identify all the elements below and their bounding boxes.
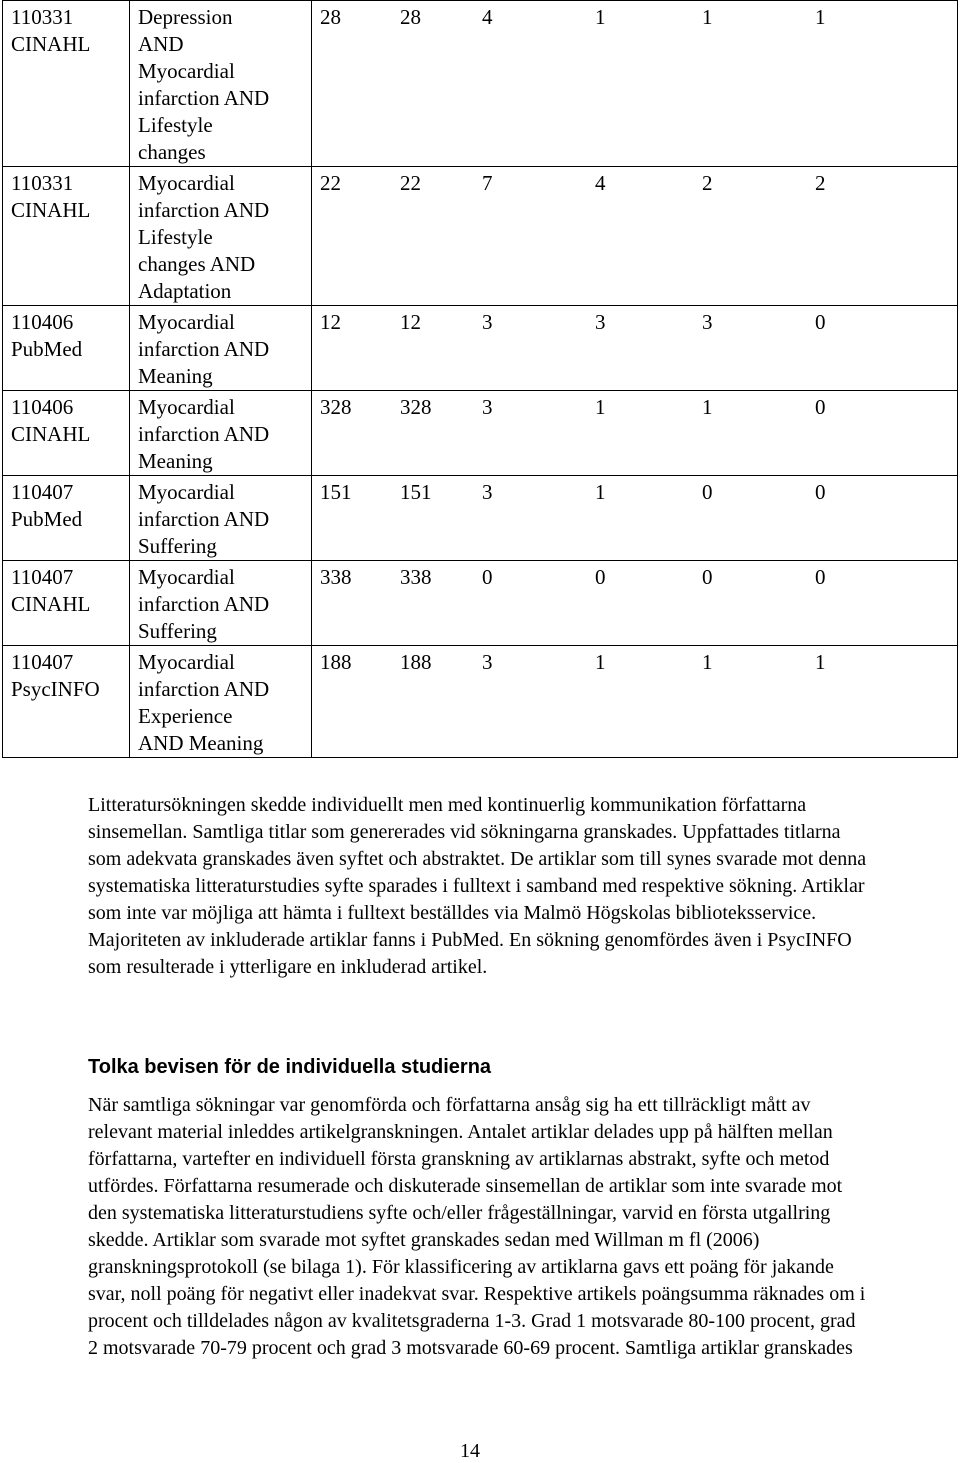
result-count: 3 [482, 650, 493, 674]
query-line: Myocardial [138, 310, 235, 334]
search-table-body [3, 1, 958, 758]
result-counts-cell [312, 561, 958, 646]
table-row [3, 646, 958, 758]
result-counts-cell [312, 306, 958, 391]
result-count: 0 [815, 395, 826, 419]
evaluation-paragraph: När samtliga sökningar var genomförda och författarna ansåg sig ha ett tillräckligt mått av relevant material inleddes artikelgranskningen. Antalet artiklar delades upp på hälften mellan författarna, vartefter en individuell första granskning av artiklarnas abstrakt, syfte och metod utfördes. Författarna resumerade och diskuterade sinsemellan de artiklar som inte svarade mot den systematiska litteraturstudiens syfte och/eller frågeställningar, varvid en första utgallring skedde. Artiklar som svarade mot syftet granskades sedan med Willman m fl (2006) granskningsprotokoll (se bilaga 1). För klassificering av artiklarna gavs ett poäng för jakande svar, noll poäng för negativt eller inadekvat svar. Respektive artikels poängsumma räknades om i procent och tilldelades någon av kvalitetsgraderna 1-3. Grad 1 motsvarade 80-100 procent, grad 2 motsvarade 70-79 procent och grad 3 motsvarade 60-69 procent. Samtliga artiklar granskades [88, 1094, 866, 1359]
query-line: infarction AND [138, 677, 270, 701]
result-count: 1 [595, 395, 606, 419]
result-count: 1 [702, 5, 713, 29]
search-date: 110406 [11, 395, 74, 419]
result-count: 1 [702, 395, 713, 419]
result-count: 12 [400, 310, 421, 334]
database-name: PubMed [11, 337, 83, 361]
search-table [2, 0, 958, 758]
query-line: Myocardial [138, 59, 235, 83]
result-count: 0 [815, 310, 826, 334]
result-count: 4 [595, 171, 606, 195]
result-count: 28 [320, 5, 341, 29]
result-count: 338 [320, 565, 352, 589]
query-line: Myocardial [138, 395, 235, 419]
result-counts-cell [312, 391, 958, 476]
query-line: Myocardial [138, 565, 235, 589]
result-count: 2 [815, 171, 826, 195]
query-line: Depression [138, 5, 233, 29]
search-query-cell [130, 476, 312, 561]
result-count: 22 [320, 171, 341, 195]
result-count: 151 [400, 480, 432, 504]
result-count: 28 [400, 5, 421, 29]
query-line: AND [138, 32, 184, 56]
result-count: 3 [482, 395, 493, 419]
query-line: Lifestyle [138, 225, 213, 249]
query-line: changes AND [138, 252, 256, 276]
query-line: infarction AND [138, 86, 270, 110]
query-line: Myocardial [138, 171, 235, 195]
search-description-paragraph: Litteratursökningen skedde individuellt men med kontinuerlig kommunikation författarna sinsemellan. Samtliga titlar som genererades vid sökningarna granskades. Uppfattades titlarna som adekvata granskades även syftet och abstraktet. De artiklar som till synes svarade mot denna systematiska litteraturstudies syfte sparades i fulltext i samband med respektive sökning. Artiklar som inte var möjliga att hämta i fulltext beställdes via Malmö Högskolas biblioteksservice. Majoriteten av inkluderade artiklar fanns i PubMed. En sökning genomfördes även i PsycINFO som resulterade i ytterligare en inkluderad artikel. [88, 794, 867, 978]
result-count: 0 [702, 565, 713, 589]
query-line: infarction AND [138, 592, 270, 616]
result-counts-cell [312, 167, 958, 306]
result-count: 151 [320, 480, 352, 504]
query-line: Myocardial [138, 480, 235, 504]
search-query-cell [130, 167, 312, 306]
result-counts [320, 170, 949, 197]
query-line: infarction AND [138, 507, 270, 531]
search-date: 110407 [11, 650, 74, 674]
result-count: 7 [482, 171, 493, 195]
result-count: 2 [702, 171, 713, 195]
result-count: 0 [815, 565, 826, 589]
query-line: Experience [138, 704, 233, 728]
search-query-cell [130, 391, 312, 476]
result-count: 188 [320, 650, 352, 674]
result-counts [320, 309, 949, 336]
result-count: 328 [400, 395, 432, 419]
result-count: 188 [400, 650, 432, 674]
database-name: CINAHL [11, 422, 91, 446]
database-name: CINAHL [11, 198, 91, 222]
database-name: PubMed [11, 507, 83, 531]
result-count: 3 [482, 310, 493, 334]
table-row [3, 561, 958, 646]
date-database-cell [3, 476, 130, 561]
search-query-cell [130, 306, 312, 391]
result-count: 1 [595, 5, 606, 29]
search-date: 110331 [11, 5, 74, 29]
query-line: infarction AND [138, 337, 270, 361]
result-count: 0 [482, 565, 493, 589]
date-database-cell [3, 1, 130, 167]
result-count: 3 [595, 310, 606, 334]
table-row [3, 476, 958, 561]
result-counts-cell [312, 1, 958, 167]
query-line: infarction AND [138, 422, 270, 446]
result-counts-cell [312, 646, 958, 758]
page-number: 14 [460, 1440, 480, 1462]
result-count: 338 [400, 565, 432, 589]
query-line: Suffering [138, 534, 217, 558]
result-count: 0 [702, 480, 713, 504]
result-counts [320, 479, 949, 506]
database-name: PsycINFO [11, 677, 100, 701]
query-line: infarction AND [138, 198, 270, 222]
result-count: 1 [595, 650, 606, 674]
search-query-cell [130, 561, 312, 646]
search-date: 110331 [11, 171, 74, 195]
result-count: 3 [702, 310, 713, 334]
search-date: 110407 [11, 565, 74, 589]
result-count: 0 [595, 565, 606, 589]
result-count: 1 [815, 5, 826, 29]
result-count: 12 [320, 310, 341, 334]
date-database-cell [3, 306, 130, 391]
table-row [3, 1, 958, 167]
result-count: 1 [815, 650, 826, 674]
table-row [3, 167, 958, 306]
result-counts [320, 4, 949, 31]
search-query-cell [130, 646, 312, 758]
query-line: Meaning [138, 364, 213, 388]
search-query-cell [130, 1, 312, 167]
result-counts-cell [312, 476, 958, 561]
query-line: Meaning [138, 449, 213, 473]
query-line: Suffering [138, 619, 217, 643]
query-line: AND Meaning [138, 731, 264, 755]
date-database-cell [3, 561, 130, 646]
query-line: Lifestyle [138, 113, 213, 137]
query-line: changes [138, 140, 206, 164]
date-database-cell [3, 646, 130, 758]
result-counts [320, 564, 949, 591]
result-count: 1 [595, 480, 606, 504]
database-name: CINAHL [11, 32, 91, 56]
date-database-cell [3, 167, 130, 306]
search-date: 110406 [11, 310, 74, 334]
result-counts [320, 649, 949, 676]
search-date: 110407 [11, 480, 74, 504]
query-line: Myocardial [138, 650, 235, 674]
result-count: 1 [702, 650, 713, 674]
result-count: 3 [482, 480, 493, 504]
result-counts [320, 394, 949, 421]
result-count: 328 [320, 395, 352, 419]
table-row [3, 306, 958, 391]
table-row [3, 391, 958, 476]
database-name: CINAHL [11, 592, 91, 616]
result-count: 0 [815, 480, 826, 504]
date-database-cell [3, 391, 130, 476]
section-heading: Tolka bevisen för de individuella studierna [88, 1056, 492, 1078]
result-count: 22 [400, 171, 421, 195]
result-count: 4 [482, 5, 493, 29]
query-line: Adaptation [138, 279, 232, 303]
